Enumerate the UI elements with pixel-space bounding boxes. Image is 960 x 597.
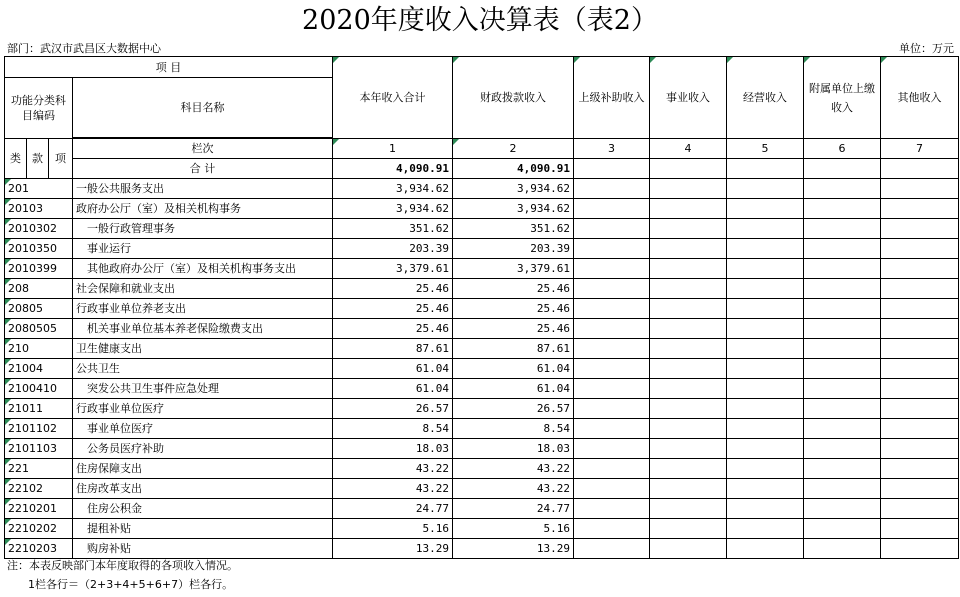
row-value-v2: 87.61 bbox=[453, 339, 574, 359]
row-value-v1: 61.04 bbox=[333, 359, 453, 379]
row-code: 2080505 bbox=[5, 319, 73, 339]
row-value-v1: 351.62 bbox=[333, 219, 453, 239]
row-value-v2: 3,934.62 bbox=[453, 199, 574, 219]
row-code: 21011 bbox=[5, 399, 73, 419]
col-num-1: 1 bbox=[333, 139, 453, 159]
row-empty-cell bbox=[574, 539, 650, 559]
total-value-4 bbox=[650, 159, 727, 179]
row-empty-cell bbox=[574, 499, 650, 519]
row-empty-cell bbox=[727, 299, 804, 319]
row-empty-cell bbox=[804, 299, 881, 319]
header-lei: 类 bbox=[5, 139, 27, 179]
row-value-v1: 26.57 bbox=[333, 399, 453, 419]
row-empty-cell bbox=[804, 339, 881, 359]
row-empty-cell bbox=[727, 339, 804, 359]
row-empty-cell bbox=[727, 359, 804, 379]
row-empty-cell bbox=[574, 359, 650, 379]
row-empty-cell bbox=[650, 479, 727, 499]
row-empty-cell bbox=[650, 219, 727, 239]
row-empty-cell bbox=[574, 199, 650, 219]
row-value-v2: 61.04 bbox=[453, 379, 574, 399]
row-empty-cell bbox=[650, 299, 727, 319]
row-empty-cell bbox=[881, 219, 959, 239]
row-value-v1: 25.46 bbox=[333, 299, 453, 319]
row-value-v2: 18.03 bbox=[453, 439, 574, 459]
row-subject-name: 公务员医疗补助 bbox=[73, 439, 333, 459]
row-empty-cell bbox=[881, 359, 959, 379]
row-code: 2010399 bbox=[5, 259, 73, 279]
row-value-v2: 43.22 bbox=[453, 459, 574, 479]
total-value-1: 4,090.91 bbox=[333, 159, 453, 179]
row-code: 210 bbox=[5, 339, 73, 359]
row-empty-cell bbox=[881, 419, 959, 439]
row-empty-cell bbox=[881, 179, 959, 199]
row-empty-cell bbox=[574, 519, 650, 539]
row-value-v1: 25.46 bbox=[333, 279, 453, 299]
row-empty-cell bbox=[881, 439, 959, 459]
row-empty-cell bbox=[574, 179, 650, 199]
row-empty-cell bbox=[650, 399, 727, 419]
col-header-5: 经营收入 bbox=[727, 57, 804, 139]
table-row bbox=[5, 339, 959, 359]
row-empty-cell bbox=[650, 199, 727, 219]
row-empty-cell bbox=[574, 419, 650, 439]
row-subject-name: 事业单位医疗 bbox=[73, 419, 333, 439]
row-value-v1: 13.29 bbox=[333, 539, 453, 559]
footnote-2: 1栏各行＝（2+3+4+5+6+7）栏各行。 bbox=[28, 578, 234, 591]
row-empty-cell bbox=[881, 319, 959, 339]
unit-label: 单位：万元 bbox=[899, 42, 954, 55]
row-subject-name: 社会保障和就业支出 bbox=[73, 279, 333, 299]
col-num-7: 7 bbox=[881, 139, 959, 159]
row-empty-cell bbox=[881, 519, 959, 539]
col-num-5: 5 bbox=[727, 139, 804, 159]
row-empty-cell bbox=[804, 499, 881, 519]
row-empty-cell bbox=[574, 399, 650, 419]
row-empty-cell bbox=[650, 359, 727, 379]
row-empty-cell bbox=[804, 359, 881, 379]
row-code: 2010350 bbox=[5, 239, 73, 259]
row-empty-cell bbox=[727, 179, 804, 199]
row-subject-name: 购房补贴 bbox=[73, 539, 333, 559]
income-table bbox=[4, 56, 959, 559]
row-empty-cell bbox=[574, 379, 650, 399]
row-code: 2101102 bbox=[5, 419, 73, 439]
header-xiang: 项 bbox=[49, 139, 73, 179]
row-value-v1: 18.03 bbox=[333, 439, 453, 459]
row-empty-cell bbox=[881, 199, 959, 219]
row-value-v1: 43.22 bbox=[333, 479, 453, 499]
row-code: 221 bbox=[5, 459, 73, 479]
table-row bbox=[5, 279, 959, 299]
row-empty-cell bbox=[727, 499, 804, 519]
col-header-7: 其他收入 bbox=[881, 57, 959, 139]
row-empty-cell bbox=[727, 319, 804, 339]
total-value-6 bbox=[804, 159, 881, 179]
col-num-4: 4 bbox=[650, 139, 727, 159]
col-header-6: 附属单位上缴收入 bbox=[804, 57, 881, 139]
header-func-code: 功能分类科目编码 bbox=[5, 78, 73, 139]
row-empty-cell bbox=[574, 279, 650, 299]
row-empty-cell bbox=[650, 319, 727, 339]
table-row bbox=[5, 459, 959, 479]
row-value-v2: 25.46 bbox=[453, 319, 574, 339]
row-empty-cell bbox=[650, 419, 727, 439]
row-value-v2: 25.46 bbox=[453, 279, 574, 299]
row-empty-cell bbox=[804, 539, 881, 559]
row-empty-cell bbox=[727, 539, 804, 559]
row-value-v1: 24.77 bbox=[333, 499, 453, 519]
row-empty-cell bbox=[650, 499, 727, 519]
header-col-label: 栏次 bbox=[73, 139, 333, 159]
row-value-v2: 13.29 bbox=[453, 539, 574, 559]
row-empty-cell bbox=[881, 299, 959, 319]
row-value-v1: 3,934.62 bbox=[333, 179, 453, 199]
row-empty-cell bbox=[881, 339, 959, 359]
row-subject-name: 一般公共服务支出 bbox=[73, 179, 333, 199]
row-empty-cell bbox=[727, 279, 804, 299]
col-header-3: 上级补助收入 bbox=[574, 57, 650, 139]
header-item: 项 目 bbox=[5, 57, 333, 78]
row-code: 2101103 bbox=[5, 439, 73, 459]
row-value-v2: 3,934.62 bbox=[453, 179, 574, 199]
row-subject-name: 政府办公厅（室）及相关机构事务 bbox=[73, 199, 333, 219]
row-subject-name: 行政事业单位养老支出 bbox=[73, 299, 333, 319]
row-empty-cell bbox=[727, 199, 804, 219]
row-empty-cell bbox=[650, 279, 727, 299]
row-value-v1: 25.46 bbox=[333, 319, 453, 339]
row-empty-cell bbox=[727, 519, 804, 539]
row-empty-cell bbox=[574, 259, 650, 279]
total-value-5 bbox=[727, 159, 804, 179]
row-empty-cell bbox=[881, 399, 959, 419]
row-subject-name: 卫生健康支出 bbox=[73, 339, 333, 359]
row-empty-cell bbox=[727, 379, 804, 399]
row-empty-cell bbox=[804, 399, 881, 419]
header-subject-name: 科目名称 bbox=[73, 78, 333, 138]
row-empty-cell bbox=[574, 219, 650, 239]
row-subject-name: 提租补贴 bbox=[73, 519, 333, 539]
col-header-4: 事业收入 bbox=[650, 57, 727, 139]
header-kuan: 款 bbox=[27, 139, 49, 179]
total-value-7 bbox=[881, 159, 959, 179]
row-code: 2210201 bbox=[5, 499, 73, 519]
row-empty-cell bbox=[727, 219, 804, 239]
row-empty-cell bbox=[650, 459, 727, 479]
row-value-v1: 3,379.61 bbox=[333, 259, 453, 279]
report-title: 2020年度收入决算表（表2） bbox=[302, 5, 658, 36]
row-empty-cell bbox=[804, 439, 881, 459]
row-value-v2: 351.62 bbox=[453, 219, 574, 239]
table-row bbox=[5, 199, 959, 219]
row-subject-name: 事业运行 bbox=[73, 239, 333, 259]
row-empty-cell bbox=[881, 279, 959, 299]
department-label: 部门：武汉市武昌区大数据中心 bbox=[7, 42, 161, 55]
row-empty-cell bbox=[881, 239, 959, 259]
row-subject-name: 住房保障支出 bbox=[73, 459, 333, 479]
row-empty-cell bbox=[804, 219, 881, 239]
row-subject-name: 突发公共卫生事件应急处理 bbox=[73, 379, 333, 399]
row-code: 2100410 bbox=[5, 379, 73, 399]
footnote-1: 注：本表反映部门本年度取得的各项收入情况。 bbox=[7, 559, 238, 572]
table-row bbox=[5, 539, 959, 559]
table-row bbox=[5, 499, 959, 519]
row-value-v2: 43.22 bbox=[453, 479, 574, 499]
row-empty-cell bbox=[727, 239, 804, 259]
row-empty-cell bbox=[804, 479, 881, 499]
table-row bbox=[5, 439, 959, 459]
row-value-v2: 5.16 bbox=[453, 519, 574, 539]
total-value-3 bbox=[574, 159, 650, 179]
row-subject-name: 其他政府办公厅（室）及相关机构事务支出 bbox=[73, 259, 333, 279]
col-num-2: 2 bbox=[453, 139, 574, 159]
row-value-v2: 3,379.61 bbox=[453, 259, 574, 279]
row-empty-cell bbox=[804, 279, 881, 299]
row-value-v1: 3,934.62 bbox=[333, 199, 453, 219]
row-empty-cell bbox=[804, 459, 881, 479]
table-row bbox=[5, 519, 959, 539]
row-empty-cell bbox=[574, 339, 650, 359]
table-row bbox=[5, 419, 959, 439]
row-empty-cell bbox=[727, 399, 804, 419]
table-row bbox=[5, 259, 959, 279]
col-num-3: 3 bbox=[574, 139, 650, 159]
row-subject-name: 住房公积金 bbox=[73, 499, 333, 519]
table-row bbox=[5, 319, 959, 339]
table-row bbox=[5, 479, 959, 499]
row-empty-cell bbox=[881, 379, 959, 399]
col-num-6: 6 bbox=[804, 139, 881, 159]
row-value-v2: 61.04 bbox=[453, 359, 574, 379]
row-empty-cell bbox=[881, 499, 959, 519]
row-value-v1: 5.16 bbox=[333, 519, 453, 539]
table-row bbox=[5, 299, 959, 319]
row-empty-cell bbox=[881, 539, 959, 559]
row-empty-cell bbox=[650, 379, 727, 399]
row-empty-cell bbox=[804, 179, 881, 199]
row-value-v1: 8.54 bbox=[333, 419, 453, 439]
row-subject-name: 机关事业单位基本养老保险缴费支出 bbox=[73, 319, 333, 339]
row-empty-cell bbox=[574, 319, 650, 339]
row-empty-cell bbox=[881, 259, 959, 279]
table-row bbox=[5, 239, 959, 259]
row-code: 22102 bbox=[5, 479, 73, 499]
total-value-2: 4,090.91 bbox=[453, 159, 574, 179]
row-empty-cell bbox=[804, 379, 881, 399]
row-value-v1: 203.39 bbox=[333, 239, 453, 259]
row-empty-cell bbox=[727, 479, 804, 499]
row-value-v2: 26.57 bbox=[453, 399, 574, 419]
row-empty-cell bbox=[574, 239, 650, 259]
row-empty-cell bbox=[804, 259, 881, 279]
row-empty-cell bbox=[650, 519, 727, 539]
row-subject-name: 公共卫生 bbox=[73, 359, 333, 379]
row-empty-cell bbox=[574, 459, 650, 479]
row-value-v2: 8.54 bbox=[453, 419, 574, 439]
row-empty-cell bbox=[650, 439, 727, 459]
row-value-v1: 87.61 bbox=[333, 339, 453, 359]
row-empty-cell bbox=[727, 259, 804, 279]
row-empty-cell bbox=[804, 419, 881, 439]
row-empty-cell bbox=[650, 239, 727, 259]
row-empty-cell bbox=[727, 439, 804, 459]
row-empty-cell bbox=[804, 239, 881, 259]
col-header-2: 财政拨款收入 bbox=[453, 57, 574, 139]
row-code: 21004 bbox=[5, 359, 73, 379]
table-row bbox=[5, 359, 959, 379]
total-label: 合 计 bbox=[73, 159, 333, 179]
row-code: 201 bbox=[5, 179, 73, 199]
row-code: 20103 bbox=[5, 199, 73, 219]
row-subject-name: 行政事业单位医疗 bbox=[73, 399, 333, 419]
table-row bbox=[5, 219, 959, 239]
table-row bbox=[5, 379, 959, 399]
col-header-1: 本年收入合计 bbox=[333, 57, 453, 139]
table-row bbox=[5, 399, 959, 419]
row-code: 20805 bbox=[5, 299, 73, 319]
row-value-v1: 43.22 bbox=[333, 459, 453, 479]
row-empty-cell bbox=[650, 179, 727, 199]
row-empty-cell bbox=[881, 459, 959, 479]
row-empty-cell bbox=[727, 419, 804, 439]
row-value-v2: 24.77 bbox=[453, 499, 574, 519]
row-value-v2: 203.39 bbox=[453, 239, 574, 259]
row-empty-cell bbox=[650, 539, 727, 559]
table-row bbox=[5, 179, 959, 199]
row-code: 2210203 bbox=[5, 539, 73, 559]
row-subject-name: 住房改革支出 bbox=[73, 479, 333, 499]
row-empty-cell bbox=[727, 459, 804, 479]
row-code: 2210202 bbox=[5, 519, 73, 539]
row-empty-cell bbox=[574, 479, 650, 499]
row-empty-cell bbox=[881, 479, 959, 499]
row-empty-cell bbox=[804, 519, 881, 539]
row-code: 2010302 bbox=[5, 219, 73, 239]
row-value-v1: 61.04 bbox=[333, 379, 453, 399]
row-empty-cell bbox=[574, 299, 650, 319]
row-value-v2: 25.46 bbox=[453, 299, 574, 319]
row-empty-cell bbox=[574, 439, 650, 459]
row-empty-cell bbox=[804, 199, 881, 219]
row-subject-name: 一般行政管理事务 bbox=[73, 219, 333, 239]
row-empty-cell bbox=[804, 319, 881, 339]
row-code: 208 bbox=[5, 279, 73, 299]
row-empty-cell bbox=[650, 339, 727, 359]
row-empty-cell bbox=[650, 259, 727, 279]
